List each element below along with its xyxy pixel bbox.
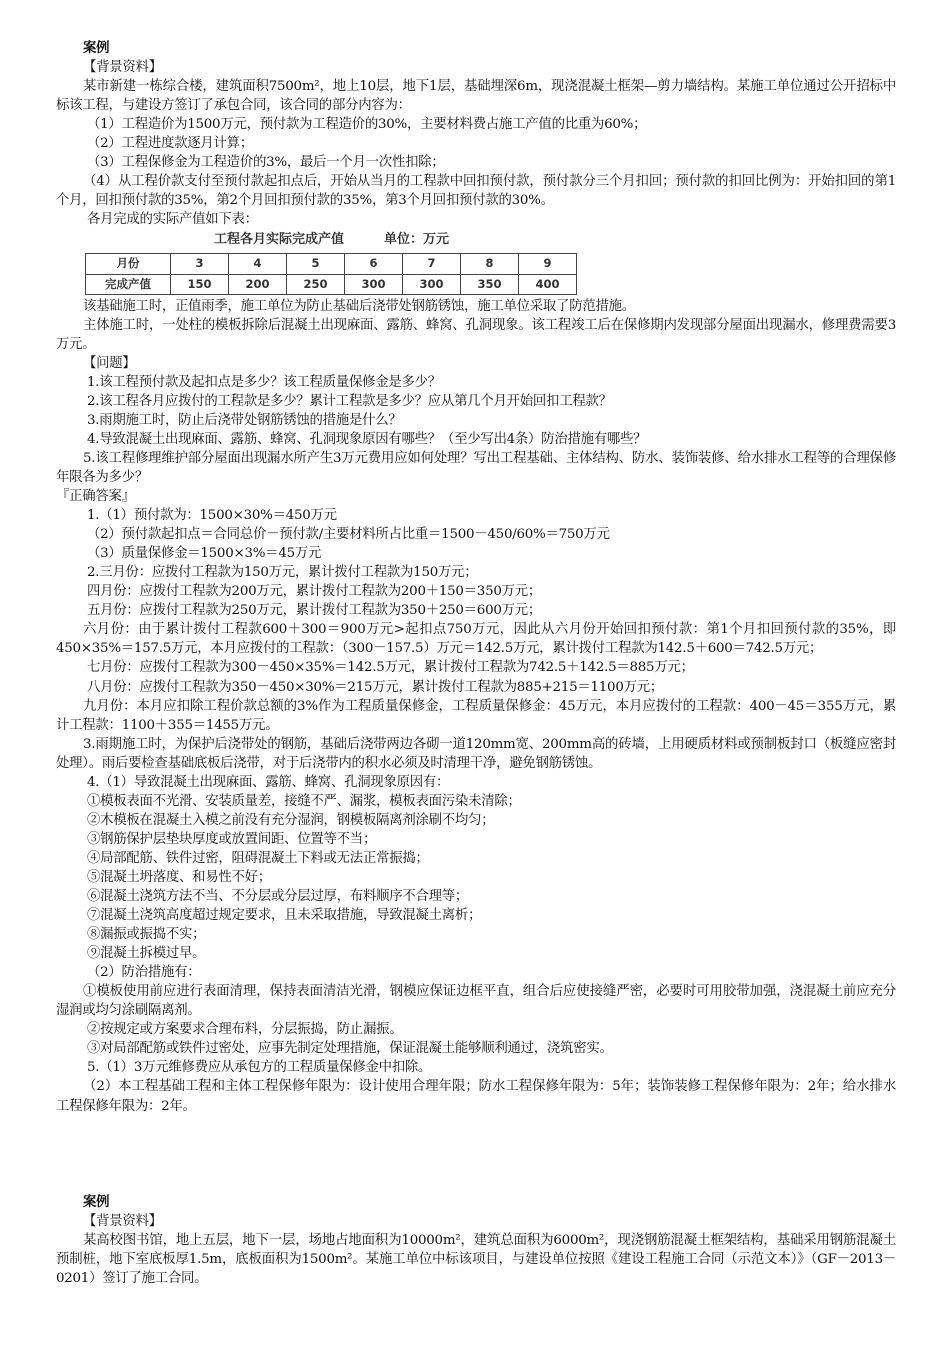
answer-line: 七月份：应拨付工程款为300－450×35%＝142.5万元，累计拨付工程款为742.5＋142.5＝885万元； xyxy=(87,660,694,676)
table-intro: 各月完成的实际产值如下表： xyxy=(87,212,258,228)
cause-item: ①模板表面不光滑、安装质量差，接缝不严、漏浆，模板表面污染未清除； xyxy=(87,793,521,809)
answer-june: 六月份：由于累计拨付工程款600＋300＝900万元>起扣点750万元，因此从六月份开始回扣预付款：第1个月扣回预付款的35%，即450×35%＝157.5万元，本月应拨付的工程款：（300－157.5）万元＝142.5万元，累计拨付工程款为142.5＋600＝742.5万元； xyxy=(56,622,896,657)
measures-head: （2）防治措施有： xyxy=(87,965,201,981)
contract-item: （2）工程进度款逐月计算； xyxy=(87,136,253,152)
cause-item: ⑨混凝土拆模过早。 xyxy=(87,946,206,962)
answer-september: 九月份：本月应扣除工程价款总额的3%作为工程质量保修金，工程质量保修金：45万元，本月应拨付的工程款：400－45＝355万元，累计工程款：1100＋355＝1455万元。 xyxy=(56,698,896,733)
answer-label: 『正确答案』 xyxy=(56,489,135,505)
month-cell: 4 xyxy=(229,254,287,274)
question: 4.导致混凝土出现麻面、露筋、蜂窝、孔洞现象原因有哪些？（至少写出4条）防治措施有哪些？ xyxy=(87,431,647,447)
main-structure-paragraph: 主体施工时，一处柱的模板拆除后混凝土出现麻面、露筋、蜂窝、孔洞现象。该工程竣工后在保修期内发现部分屋面出现漏水，修理费需要3万元。 xyxy=(56,317,896,352)
background-intro: 某市新建一栋综合楼，建筑面积7500m²，地上10层，地下1层，基础埋深6m，现浇混凝土框架—剪力墙结构。某施工单位通过公开招标中标该工程，与建设方签订了承包合同，该合同的部分内容为： xyxy=(56,79,896,114)
month-cell: 6 xyxy=(345,254,403,274)
month-cell: 5 xyxy=(287,254,345,274)
contract-item: （4）从工程价款支付至预付款起扣点后，开始从当月的工程款中回扣预付款，预付款分三个月扣回；预付款的扣回比例为：开始扣回的第1个月，回扣预付款的35%，第2个月回扣预付款的35%，第3个月回扣预付款的30%。 xyxy=(56,174,896,209)
table-title-row xyxy=(56,229,896,251)
answer-line: 四月份：应拨付工程款为200万元，累计拨付工程款为200＋150＝350万元； xyxy=(87,584,542,600)
question: 2.该工程各月应拨付的工程款是多少？累计工程款是多少？应从第几个月开始回扣工程款？ xyxy=(87,393,612,409)
case-1 xyxy=(56,39,896,1116)
cause-item: ③钢筋保护层垫块厚度或放置间距、位置等不当； xyxy=(87,831,377,847)
measure-item: ①模板使用前应进行表面清理，保持表面清洁光滑，钢模应保证边框平直，组合后应使接缝严密，必要时可用胶带加强，浇混凝土前应充分湿润或均匀涂刷隔离剂。 xyxy=(56,984,896,1019)
month-cell: 8 xyxy=(461,254,519,274)
contract-item: （3）工程保修金为工程造价的3%，最后一个月一次性扣除； xyxy=(87,155,445,171)
answer-line: （2）预付款起扣点＝合同总价－预付款/主要材料所占比重＝1500－450/60%＝750万元 xyxy=(87,527,610,543)
case-heading: 案例 xyxy=(83,40,110,56)
questions-label: 【问题】 xyxy=(83,355,136,371)
cause-item: ⑧漏振或振捣不实； xyxy=(87,927,206,943)
production-table xyxy=(85,253,577,294)
month-cell: 3 xyxy=(171,254,229,274)
case-heading: 案例 xyxy=(83,1194,110,1210)
cause-item: ⑤混凝土坍落度、和易性不好； xyxy=(87,869,271,885)
answer-line: 八月份：应拨付工程款为350－450×30%＝215万元，累计拨付工程款为885+215＝1100万元； xyxy=(87,679,664,695)
measure-item: ③对局部配筋或铁件过密处，应事先制定处理措施，保证混凝土能够顺利通过，浇筑密实。 xyxy=(87,1041,613,1057)
value-cell: 250 xyxy=(287,274,345,294)
question: 1.该工程预付款及起扣点是多少？该工程质量保修金是多少？ xyxy=(87,374,441,390)
background-label: 【背景资料】 xyxy=(83,1214,162,1230)
table-row-values xyxy=(86,274,577,294)
month-cell: 7 xyxy=(403,254,461,274)
background-label: 【背景资料】 xyxy=(83,60,162,76)
question: 3.雨期施工时，防止后浇带处钢筋锈蚀的措施是什么？ xyxy=(87,412,402,428)
cause-item: ②木模板在混凝土入模之前没有充分湿润，钢模板隔离剂涂刷不均匀； xyxy=(87,812,495,828)
value-cell: 350 xyxy=(461,274,519,294)
rain-paragraph: 该基础施工时，正值雨季，施工单位为防止基础后浇带处钢筋锈蚀，施工单位采取了防范措施。 xyxy=(83,298,635,314)
value-cell: 300 xyxy=(403,274,461,294)
answer-line: （3）质量保修金＝1500×3%＝45万元 xyxy=(87,546,322,562)
measure-item: ②按规定或方案要求合理布料，分层振捣，防止漏振。 xyxy=(87,1022,403,1038)
answer-5-warranty: （2）本工程基础工程和主体工程保修年限为：设计使用合理年限；防水工程保修年限为：5年；装饰装修工程保修年限为：2年；给水排水工程保修年限为：2年。 xyxy=(56,1079,896,1114)
value-cell: 150 xyxy=(171,274,229,294)
cause-item: ⑥混凝土浇筑方法不当、不分层或分层过厚，布料顺序不合理等； xyxy=(87,889,469,905)
table-row-months xyxy=(86,254,577,274)
cause-item: ⑦混凝土浇筑高度超过规定要求，且未采取措施，导致混凝土离析； xyxy=(87,908,482,924)
answer-line: 1.（1）预付款为：1500×30%＝450万元 xyxy=(87,508,337,524)
answer-3: 3.雨期施工时，为保护后浇带处的钢筋，基础后浇带两边各砌一道120mm宽、200mm高的砖墙，上用硬质材料或预制板封口（板缝应密封处理）。雨后要检查基础底板后浇带，对于后浇带内的积水必须及时清理干净，避免钢筋锈蚀。 xyxy=(56,736,896,771)
answer-line: 2.三月份：应拨付工程款为150万元，累计拨付工程款为150万元； xyxy=(87,565,478,581)
question: 5.该工程修理维护部分屋面出现漏水所产生3万元费用应如何处理？写出工程基础、主体结构、防水、装饰装修、给水排水工程等的合理保修年限各为多少？ xyxy=(56,450,896,485)
answer-5-line: 5.（1）3万元维修费应从承包方的工程质量保修金中扣除。 xyxy=(87,1060,432,1076)
month-cell: 9 xyxy=(519,254,577,274)
answer-line: 五月份：应拨付工程款为250万元，累计拨付工程款为350＋250＝600万元； xyxy=(87,603,542,619)
table-title: 工程各月实际完成产值 xyxy=(214,232,345,248)
cause-item: ④局部配筋、铁件过密，阻碍混凝土下料或无法正常振捣； xyxy=(87,850,429,866)
value-cell: 300 xyxy=(345,274,403,294)
row-header-month: 月份 xyxy=(86,254,171,274)
case-2 xyxy=(56,1193,896,1288)
contract-item: （1）工程造价为1500万元，预付款为工程造价的30%，主要材料费占施工产值的比重为60%； xyxy=(87,117,647,133)
table-unit: 单位：万元 xyxy=(384,232,450,248)
background-intro: 某高校图书馆，地上五层，地下一层，场地占地面积为10000m²，建筑总面积为6000m²，现浇钢筋混凝土框架结构，基础采用钢筋混凝土预制桩，地下室底板厚1.5m，底板面积为1500m²。某施工单位中标该项目，与建设单位按照《建设工程施工合同（示范文本）》（GF－2013－0201）签订了施工合同。 xyxy=(56,1233,896,1287)
row-header-value: 完成产值 xyxy=(86,274,171,294)
value-cell: 400 xyxy=(519,274,577,294)
answer-4-head: 4.（1）导致混凝土出现麻面、露筋、蜂窝、孔洞现象原因有： xyxy=(87,774,450,790)
value-cell: 200 xyxy=(229,274,287,294)
